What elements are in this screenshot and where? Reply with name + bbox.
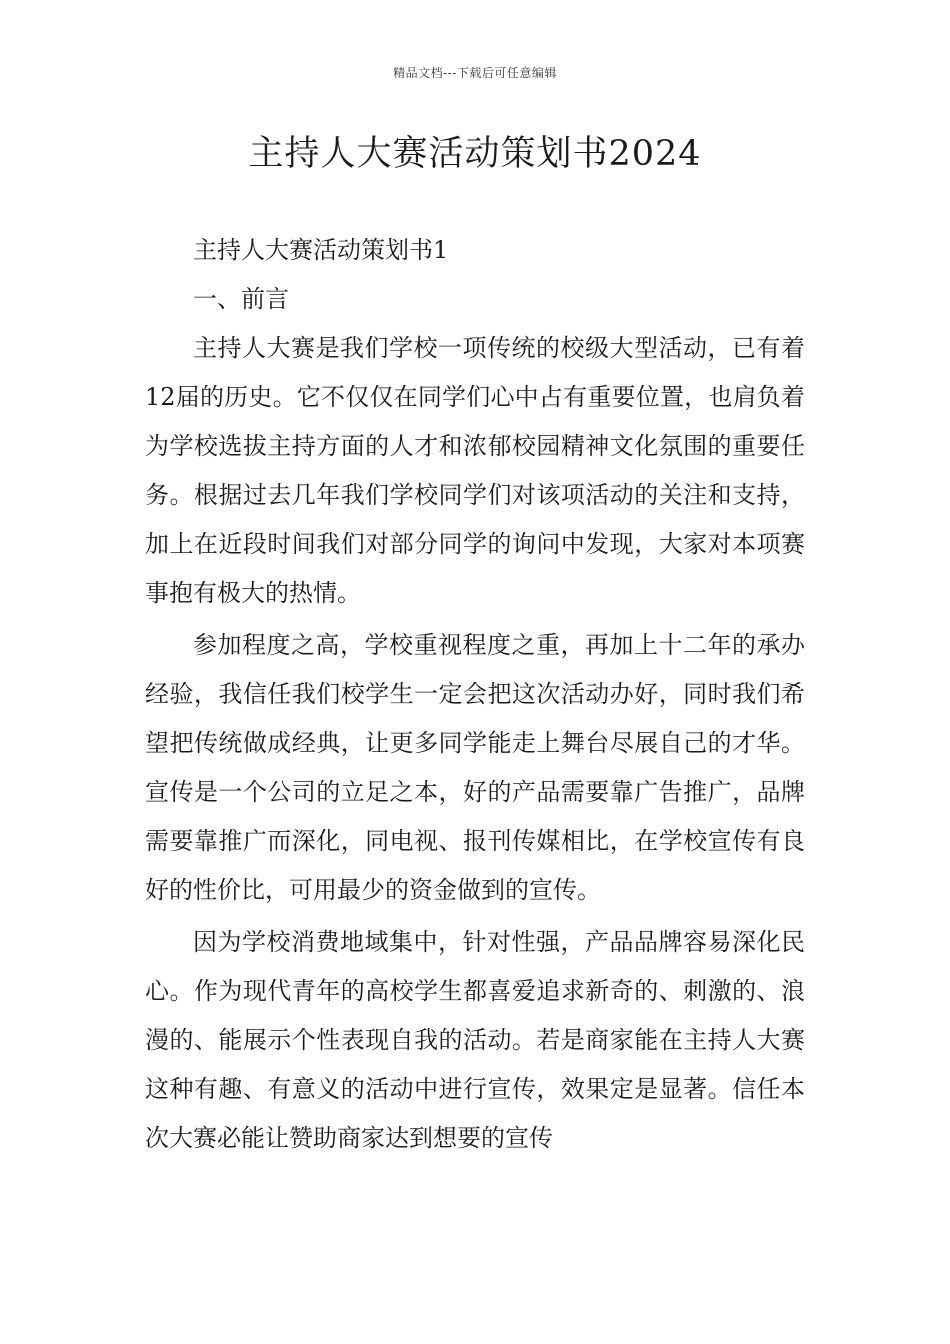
document-body bbox=[145, 226, 805, 1163]
document-title: 主持人大赛活动策划书2024 bbox=[248, 134, 702, 174]
paragraph: 因为学校消费地域集中，针对性强，产品品牌容易深化民心。作为现代青年的高校学生都喜爱追求新奇的、刺激的、浪漫的、能展示个性表现自我的活动。若是商家能在主持人大赛这种有趣、有意义的活动中进行宣传，效果定是显著。信任本次大赛必能让赞助商家达到想要的宣传 bbox=[145, 928, 805, 1152]
subtitle: 主持人大赛活动策划书1 bbox=[193, 236, 449, 264]
header-note: 精品文档---下载后可任意编辑 bbox=[393, 66, 557, 80]
section-heading: 一、前言 bbox=[193, 285, 289, 313]
paragraph: 主持人大赛是我们学校一项传统的校级大型活动，已有着12届的历史。它不仅仅在同学们心中占有重要位置，也肩负着为学校选拔主持方面的人才和浓郁校园精神文化氛围的重要任务。根据过去几年我们学校同学们对该项活动的关注和支持，加上在近段时间我们对部分同学的询问中发现，大家对本项赛事抱有极大的热情。 bbox=[145, 334, 805, 607]
paragraph: 参加程度之高，学校重视程度之重，再加上十二年的承办经验，我信任我们校学生一定会把这次活动办好，同时我们希望把传统做成经典，让更多同学能走上舞台尽展自己的才华。宣传是一个公司的立足之本，好的产品需要靠广告推广，品牌需要靠推广而深化，同电视、报刊传媒相比，在学校宣传有良好的性价比，可用最少的资金做到的宣传。 bbox=[145, 631, 805, 904]
